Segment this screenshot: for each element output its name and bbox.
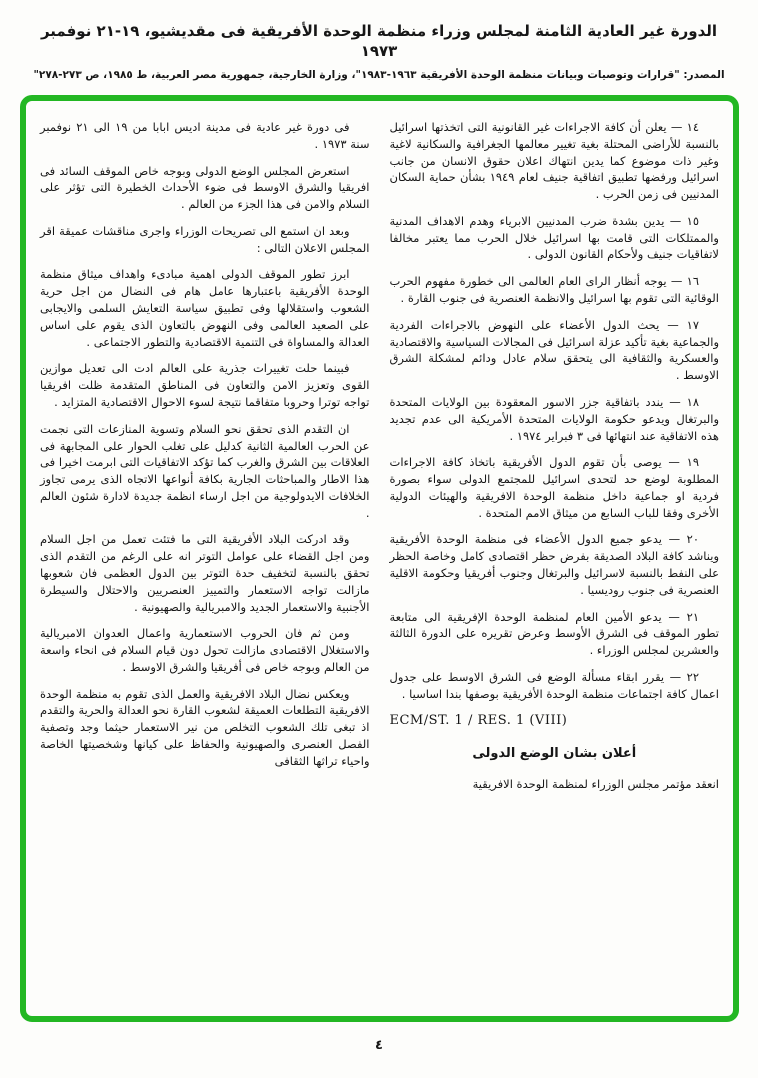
column-right (390, 119, 720, 1008)
resolution-reference-code: ECM/ST. 1 / RES. 1 (VIII) (389, 713, 568, 729)
page-number: ٤ (375, 1038, 383, 1053)
two-column-text (40, 119, 719, 1008)
resolution-item-20: ٢٠ — يدعو جميع الدول الأعضاء فى منظمة الوحدة الأفريقية ويناشد كافة البلاد الصديقة بفرض حظر اقتصادى كامل وخاصة الحظر على النفط بالنسبة لاسرائيل والبرتغال وجنوب أفريقيا وحكومة الاقلية العنصرية فى جنوب روديسيا . (389, 532, 719, 597)
resolution-item-22: ٢٢ — يقرر ابقاء مسألة الوضع فى الشرق الاوسط على جدول اعمال كافة اجتماعات منظمة الوحدة الأفريقية بوصفها بندا اساسيا . (389, 669, 719, 701)
paragraph-african-struggle: ويعكس نضال البلاد الافريقية والعمل الذى تقوم به منظمة الوحدة الافريقية التطلعات العميقة لشعوب القارة نحو العدالة والحرية والتقدم اذ تبغى تلك الشعوب التخلص من نير الاستعمار حيثما وجد وتصفية الفصل العنصرى والصهيونية والحفاظ على كيانها وشخصيتها الخاصة واحياء تراثها الثقافى (40, 686, 370, 768)
paragraph-charter-principles: ابرز تطور الموقف الدولى اهمية مبادىء واهداف ميثاق منظمة الوحدة الأفريقية باعتبارها عامل هام فى النضال من اجل حرية الشعوب واستقلالها وفى تطبيق سياسة التعايش السلمى والايجابى على الصعيد العالمى وفى النهوض بالتعاون الذى يقوم على اساس العدالة والمساواة فى التنمية الاقتصادية والتطور الاجتماعى . (40, 267, 370, 349)
paragraph-council-review: استعرض المجلس الوضع الدولى وبوجه خاص الموقف السائد فى افريقيا والشرق الاوسط فى ضوء الأحداث الخطيرة التى تؤثر على السلام والامن فى هذا الجزء من العالم . (40, 163, 370, 212)
declaration-opening-line: انعقد مؤتمر مجلس الوزراء لمنظمة الوحدة الافريقية (472, 777, 719, 792)
paragraph-declaration-intro: وبعد ان استمع الى تصريحات الوزراء واجرى مناقشات عميقة اقر المجلس الاعلان التالى : (40, 223, 370, 255)
resolution-item-16: ١٦ — يوجه أنظار الراى العام العالمى الى خطورة مفهوم الحرب الوقائية التى تقوم بها اسرائيل والانظمة العنصرية فى جنوب القارة . (389, 274, 719, 306)
source-citation: المصدر: "قرارات وتوصيات وبيانات منظمة الوحدة الأفريقية ١٩٦٣-١٩٨٣"، وزارة الخارجية، جمهورية مصر العربية، ط ١٩٨٥، ص ٢٧٣-٢٧٨" (33, 69, 725, 81)
paragraph-african-awareness: وقد ادركت البلاد الأفريقية التى ما فتئت تعمل من اجل السلام ومن اجل القضاء على عوامل التوتر انه على الرغم من التقدم الذى تحقق بالنسبة لتخفيف حدة التوتر بين الدول العظمى فان شعوبها مازالت تواجه الاستعمار والتمييز العنصريين والاحتلال والسيطرة الأجنبية والاستعمار الجديد والامبريالية والصهيونية . (40, 532, 370, 614)
paragraph-peace-progress: ان التقدم الذى تحقق نحو السلام وتسوية المنازعات التى نجمت عن الحرب العالمية الثانية كدليل على تغلب الحوار على المجابهة فى العلاقات بين الشرق والغرب كما تؤكد الاتفاقيات التى ابرمت اخيرا فى هذا الاطار والمباحثات الجارية بكافة أنواعها الاتجاه الذى يرمى تجاوز الخلافات الايدولوجية من اجل ارساء انظمة جديدة لادارة شئون العالم . (40, 421, 370, 520)
column-left (40, 119, 370, 1008)
paragraph-colonial-wars: ومن ثم فان الحروب الاستعمارية واعمال العدوان الامبريالية والاستغلال الاقتصادى مازالت تحول دون قيام السلام فى انحاء واسعة من العالم وبوجه خاص فى أفريقيا والشرق الاوسط . (40, 626, 370, 674)
resolution-item-21: ٢١ — يدعو الأمين العام لمنظمة الوحدة الإفريقية الى متابعة تطور الموقف فى الشرق الأوسط وعرض تقريره على الدورة الثالثة والعشرين لمجلس الوزراء . (389, 609, 719, 658)
resolution-item-14: ١٤ — يعلن أن كافة الاجراءات غير القانونية التى اتخذتها اسرائيل بالنسبة للأراضى المحتلة بغية تغيير معالمها الجغرافية والسكانية لاغية وغير ذات موضوع كما يدين انتهاك اعلان حقوق الانسان من جانب اسرائيل ورفضها تطبيق اتفاقية جنيف لعام ١٩٤٩ بشأن حماية السكان المدنيين فى زمن الحرب . (389, 120, 719, 202)
declaration-heading: أعلان بشان الوضع الدولى (472, 746, 637, 762)
resolution-item-15: ١٥ — يدين بشدة ضرب المدنيين الابرياء وهدم الاهداف المدنية والممتلكات التى قامت بها اسرائيل خلال الحرب مما يعتبر مخالفا لاتفاقيات جنيف ولأحكام القانون الدولى . (389, 213, 719, 262)
document-frame (20, 95, 739, 1022)
session-title: الدورة غير العادية الثامنة لمجلس وزراء منظمة الوحدة الأفريقية فى مقديشيو، ١٩-٢١ نوفمبر ١٩٧٣ (40, 22, 718, 60)
paragraph-session-dates: فى دورة غير عادية فى مدينة اديس ابابا من ١٩ الى ٢١ نوفمبر سنة ١٩٧٣ . (40, 120, 370, 151)
resolution-item-18: ١٨ — يندد باتفاقية جزر الاسور المعقودة بين الولايات المتحدة والبرتغال ويدعو حكومة الولايات المتحدة الأمريكية الى عدم تجديد هذه الاتفاقية عند انتهائها فى ٣ فبراير ١٩٧٤ . (389, 394, 719, 443)
resolution-item-19: ١٩ — يوصى بأن تقوم الدول الأفريقية باتخاذ كافة الاجراءات المطلوبة لوضع حد لتحدى اسرائيل للمجتمع الدولى سواء بصورة فردية او جماعية داخل منظمة الوحدة الافريقية والهيئات الدولية الأخرى وفقا للباب السابع من ميثاق الامم المتحدة . (389, 455, 719, 520)
resolution-item-17: ١٧ — يحث الدول الأعضاء على النهوض بالاجراءات الفردية والجماعية بغية تأكيد عزلة اسرائيل فى المجالات السياسية والاقتصادية والعسكرية والثقافية الى يتحقق سلام عادل ودائم لمشكلة الشرق الاوسط . (389, 317, 719, 383)
page-header (0, 0, 758, 83)
paragraph-world-changes: فبينما حلت تغييرات جذرية على العالم ادت الى تعديل موازين القوى وتعزيز الامن والتعاون فى المناطق المتقدمة ظلت افريقيا تواجه توترا وحروبا متفاقما نتيجة لسوء الاحوال الاقتصادية المتزايد . (40, 361, 370, 409)
